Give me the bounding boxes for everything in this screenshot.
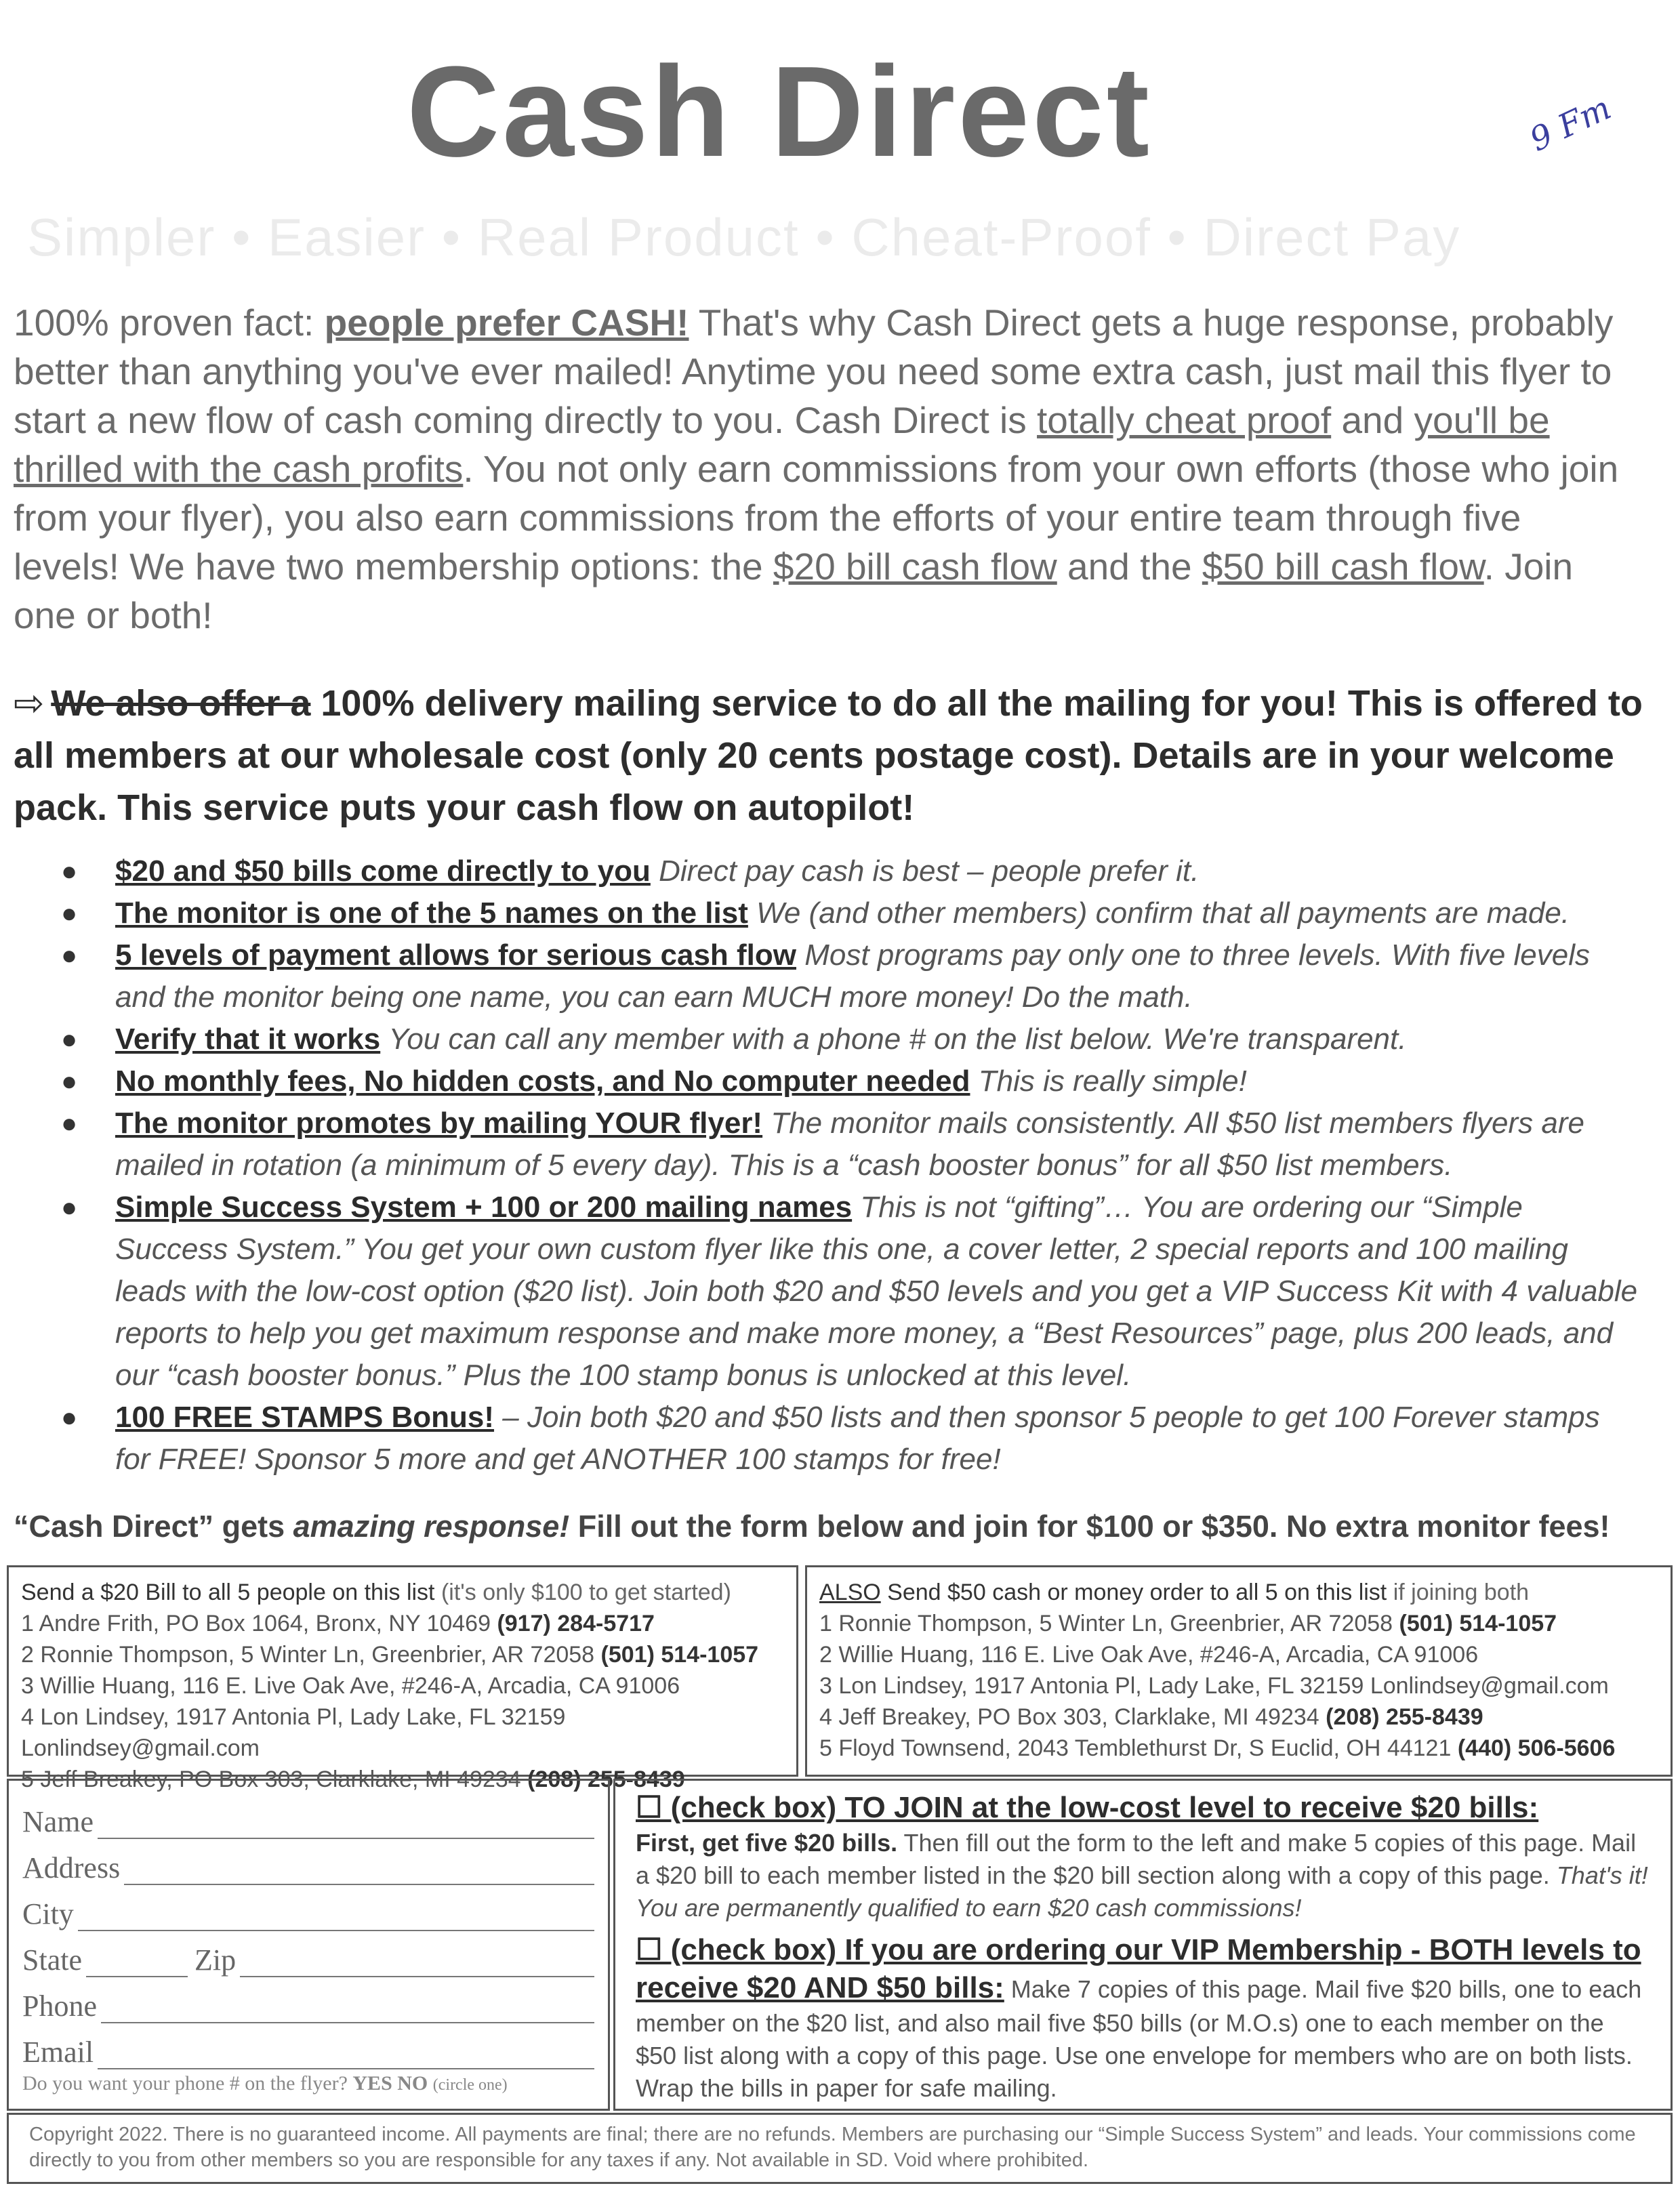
- bullet-desc: This is not “gifting”… You are ordering our “Simple Success System.” You get your own custom flyer like this one, a cover letter, 2 special reports and 100 mailing leads with the low-cost option ($20 list). Join both $20 and $50 levels and you get a VIP Success Kit with 4 valuable reports to help you get maximum response and make more money, a “Best Resources” page, plus 200 leads, and our “cash booster bonus.” Plus the 100 stamp bonus is unlocked at this level.: [115, 1191, 1638, 1392]
- list-item: [21, 1639, 784, 1670]
- email-field[interactable]: [98, 2044, 594, 2069]
- list-item: [61, 892, 1640, 934]
- benefits-list: [61, 850, 1640, 1481]
- name-field[interactable]: [98, 1813, 594, 1839]
- list-50-title: Send $50 cash or money order to all 5 on this list: [880, 1580, 1387, 1605]
- phone-on-flyer-question: [22, 2072, 594, 2095]
- join-instructions: [613, 1779, 1673, 2111]
- low-cost-text: Then fill out the form to the left and make 5 copies of this page. Mail a $20 bill to each member listed in the $20 bill section along with a copy of this page.: [636, 1829, 1637, 1889]
- vip-instructions: [636, 1931, 1650, 2105]
- list-item: [819, 1733, 1658, 1764]
- member-phone: (917) 284-5717: [497, 1611, 655, 1636]
- intro-text: and the: [1057, 545, 1202, 587]
- zip-field[interactable]: [240, 1952, 594, 1977]
- bullet-icon: ●: [61, 899, 78, 928]
- member-address: 2 Ronnie Thompson, 5 Winter Ln, Greenbrier, AR 72058: [21, 1642, 595, 1668]
- list-item: [61, 1060, 1640, 1102]
- intro-paragraph: [14, 298, 1633, 640]
- tagline: Simpler • Easier • Real Product • Cheat-Proof • Direct Pay: [27, 207, 1461, 267]
- bullet-icon: ●: [61, 941, 78, 970]
- email-row: [22, 2023, 594, 2069]
- intro-emphasis: you'll be thrilled with the cash profits: [14, 399, 1550, 490]
- bullet-icon: ●: [61, 1109, 78, 1138]
- handwritten-note: 9 Fm: [1524, 89, 1617, 159]
- member-address: 1 Andre Frith, PO Box 1064, Bronx, NY 10469: [21, 1611, 491, 1636]
- bullet-desc: This is really simple!: [978, 1065, 1247, 1098]
- intro-text: and: [1331, 399, 1414, 441]
- phone-question-text: Do you want your phone # on the flyer?: [22, 2072, 348, 2094]
- member-phone: (501) 514-1057: [1399, 1611, 1557, 1636]
- intro-text: . Join one or both!: [14, 545, 1574, 636]
- cta-text: Fill out the form below and join for $100 or $350. No extra monitor fees!: [569, 1509, 1610, 1544]
- right-arrow-icon: ⇨: [14, 683, 45, 724]
- member-address: 4 Jeff Breakey, PO Box 303, Clarklake, MI 49234: [819, 1704, 1319, 1730]
- member-address: 5 Jeff Breakey, PO Box 303, Clarklake, MI 49234: [21, 1767, 521, 1792]
- state-field[interactable]: [86, 1952, 188, 1977]
- member-address: 3 Lon Lindsey, 1917 Antonia Pl, Lady Lake, FL 32159 Lonlindsey@gmail.com: [819, 1673, 1609, 1699]
- intro-text: . You not only earn commissions from your own efforts (those who join from your flyer), you also earn commissions from the efforts of your entire team through five levels! We have two membership options: the: [14, 448, 1619, 587]
- bullet-desc: Most programs pay only one to three levels. With five levels and the monitor being one name, you can earn MUCH more money! Do the math.: [115, 938, 1591, 1014]
- list-item: [61, 934, 1640, 1018]
- list-item: [61, 1397, 1640, 1481]
- zip-label: Zip: [194, 1943, 237, 1977]
- list-50-also: ALSO: [819, 1580, 881, 1605]
- address-field[interactable]: [124, 1859, 594, 1885]
- bullet-heading: The monitor promotes by mailing YOUR flyer!: [115, 1107, 763, 1140]
- member-address: 3 Willie Huang, 116 E. Live Oak Ave, #246-A, Arcadia, CA 91006: [21, 1673, 680, 1699]
- intro-text: 100% proven fact:: [14, 302, 325, 344]
- member-phone: (208) 255-8439: [1326, 1704, 1483, 1730]
- member-address: 1 Ronnie Thompson, 5 Winter Ln, Greenbrier, AR 72058: [819, 1611, 1393, 1636]
- list-20-box: [7, 1565, 798, 1792]
- list-50-box: [805, 1565, 1673, 1777]
- vip-text: Make 7 copies of this page. Mail five $20 bills, one to each member on the $20 list, and also mail five $50 bills (or M.O.s) one to each member on the $50 list along with a copy of this page. Use one envelope for members who are on both lists. Wrap the bills in paper for safe mailing.: [636, 1975, 1642, 2102]
- intro-emphasis: $50 bill cash flow: [1202, 545, 1484, 587]
- phone-label: Phone: [22, 1989, 97, 2023]
- list-item: [819, 1701, 1658, 1733]
- intro-emphasis: $20 bill cash flow: [773, 545, 1057, 587]
- copyright-disclaimer: Copyright 2022. There is no guaranteed income. All payments are final; there are no refunds. Members are purchasing our “Simple Success System” and leads. Your commissions come directly to you from other members so you are responsible for any taxes if any. Not available in SD. Void where prohibited.: [7, 2113, 1673, 2184]
- bullet-heading: 100 FREE STAMPS Bonus!: [115, 1401, 495, 1434]
- intro-emphasis: totally cheat proof: [1037, 399, 1332, 441]
- bullet-desc: We (and other members) confirm that all payments are made.: [756, 896, 1570, 930]
- offer-strike-text: We also offer a: [51, 683, 311, 724]
- city-field[interactable]: [78, 1905, 594, 1931]
- offer-text: 100% delivery mailing service to do all the mailing for you! This is offered to all members at our wholesale cost (only 20 cents postage cost). Details are in your welcome pack. This service puts your cash flow on autopilot!: [14, 683, 1643, 828]
- low-cost-bold: First, get five $20 bills.: [636, 1829, 898, 1857]
- state-label: State: [22, 1943, 82, 1977]
- phone-field[interactable]: [101, 1998, 594, 2023]
- low-cost-checkbox-heading[interactable]: ☐ (check box) TO JOIN at the low-cost level to receive $20 bills:: [636, 1791, 1539, 1824]
- call-to-action: [14, 1508, 1667, 1546]
- low-cost-italic: That's it! You are permanently qualified to earn $20 cash commissions!: [636, 1861, 1648, 1922]
- list-item: [21, 1608, 784, 1639]
- list-20-heading: [21, 1577, 784, 1608]
- no-option[interactable]: NO: [397, 2072, 428, 2094]
- list-item: [21, 1670, 784, 1701]
- list-50-heading: [819, 1577, 1658, 1608]
- signup-form: [7, 1779, 610, 2111]
- email-label: Email: [22, 2036, 94, 2069]
- low-cost-instructions: [636, 1827, 1650, 1924]
- list-20-title: Send a $20 Bill to all 5 people on this list: [21, 1580, 435, 1605]
- intro-emphasis: people prefer CASH!: [324, 302, 689, 344]
- member-address: 5 Floyd Townsend, 2043 Temblethurst Dr, S Euclid, OH 44121: [819, 1735, 1452, 1761]
- bullet-desc: Direct pay cash is best – people prefer it.: [659, 854, 1200, 888]
- list-item: [819, 1639, 1658, 1670]
- list-item: [61, 1102, 1640, 1186]
- member-phone: (501) 514-1057: [600, 1642, 759, 1668]
- state-zip-row: [22, 1931, 594, 1977]
- bullet-heading: The monitor is one of the 5 names on the list: [115, 896, 748, 930]
- list-item: [61, 1018, 1640, 1060]
- bullet-heading: No monthly fees, No hidden costs, and No computer needed: [115, 1065, 970, 1098]
- member-address: 4 Lon Lindsey, 1917 Antonia Pl, Lady Lake, FL 32159 Lonlindsey@gmail.com: [21, 1704, 566, 1761]
- bullet-desc: – Join both $20 and $50 lists and then sponsor 5 people to get 100 Forever stamps for FREE! Sponsor 5 more and get ANOTHER 100 stamps for free!: [115, 1401, 1600, 1476]
- yes-option[interactable]: YES: [352, 2072, 392, 2094]
- cta-text: “Cash Direct” gets: [14, 1509, 293, 1544]
- member-address: 2 Willie Huang, 116 E. Live Oak Ave, #246-A, Arcadia, CA 91006: [819, 1642, 1479, 1668]
- list-item: [61, 850, 1640, 892]
- intro-text: That's why Cash Direct gets a huge response, probably better than anything you've ever mailed! Anytime you need some extra cash, just mail this flyer to start a new flow of cash coming directly to you. Cash Direct is: [14, 302, 1614, 441]
- name-row: [22, 1793, 594, 1839]
- list-50-note: if joining both: [1387, 1580, 1530, 1605]
- bullet-heading: $20 and $50 bills come directly to you: [115, 854, 651, 888]
- bullet-desc: You can call any member with a phone # on the list below. We're transparent.: [388, 1023, 1407, 1056]
- bullet-heading: 5 levels of payment allows for serious cash flow: [115, 938, 796, 972]
- cta-emphasis: amazing response!: [293, 1509, 570, 1544]
- bullet-icon: ●: [61, 856, 78, 886]
- city-row: [22, 1885, 594, 1931]
- bullet-icon: ●: [61, 1025, 78, 1054]
- list-item: [819, 1670, 1658, 1701]
- bullet-heading: Verify that it works: [115, 1023, 381, 1056]
- address-label: Address: [22, 1851, 121, 1884]
- bullet-icon: ●: [61, 1403, 78, 1432]
- bullet-desc: The monitor mails consistently. All $50 list members flyers are mailed in rotation (a minimum of 5 every day). This is a “cash booster bonus” for all $50 list members.: [115, 1107, 1584, 1182]
- vip-checkbox-heading[interactable]: ☐ (check box) If you are ordering our VIP Membership - BOTH levels to receive $20 AND $50 bills:: [636, 1933, 1641, 2004]
- member-phone: (440) 506-5606: [1457, 1735, 1616, 1761]
- city-label: City: [22, 1897, 74, 1931]
- list-20-note: (it's only $100 to get started): [434, 1580, 731, 1605]
- list-item: [21, 1701, 784, 1764]
- address-row: [22, 1839, 594, 1885]
- list-item: [61, 1186, 1640, 1397]
- bullet-icon: ●: [61, 1193, 78, 1222]
- circle-one-note: (circle one): [432, 2076, 508, 2094]
- page-title: Cash Direct: [407, 40, 1152, 184]
- name-label: Name: [22, 1805, 94, 1838]
- bullet-icon: ●: [61, 1067, 78, 1096]
- bullet-heading: Simple Success System + 100 or 200 mailing names: [115, 1191, 853, 1224]
- mailing-service-offer: [14, 678, 1667, 834]
- phone-row: [22, 1977, 594, 2023]
- member-phone: (208) 255-8439: [527, 1767, 685, 1792]
- list-item: [819, 1608, 1658, 1639]
